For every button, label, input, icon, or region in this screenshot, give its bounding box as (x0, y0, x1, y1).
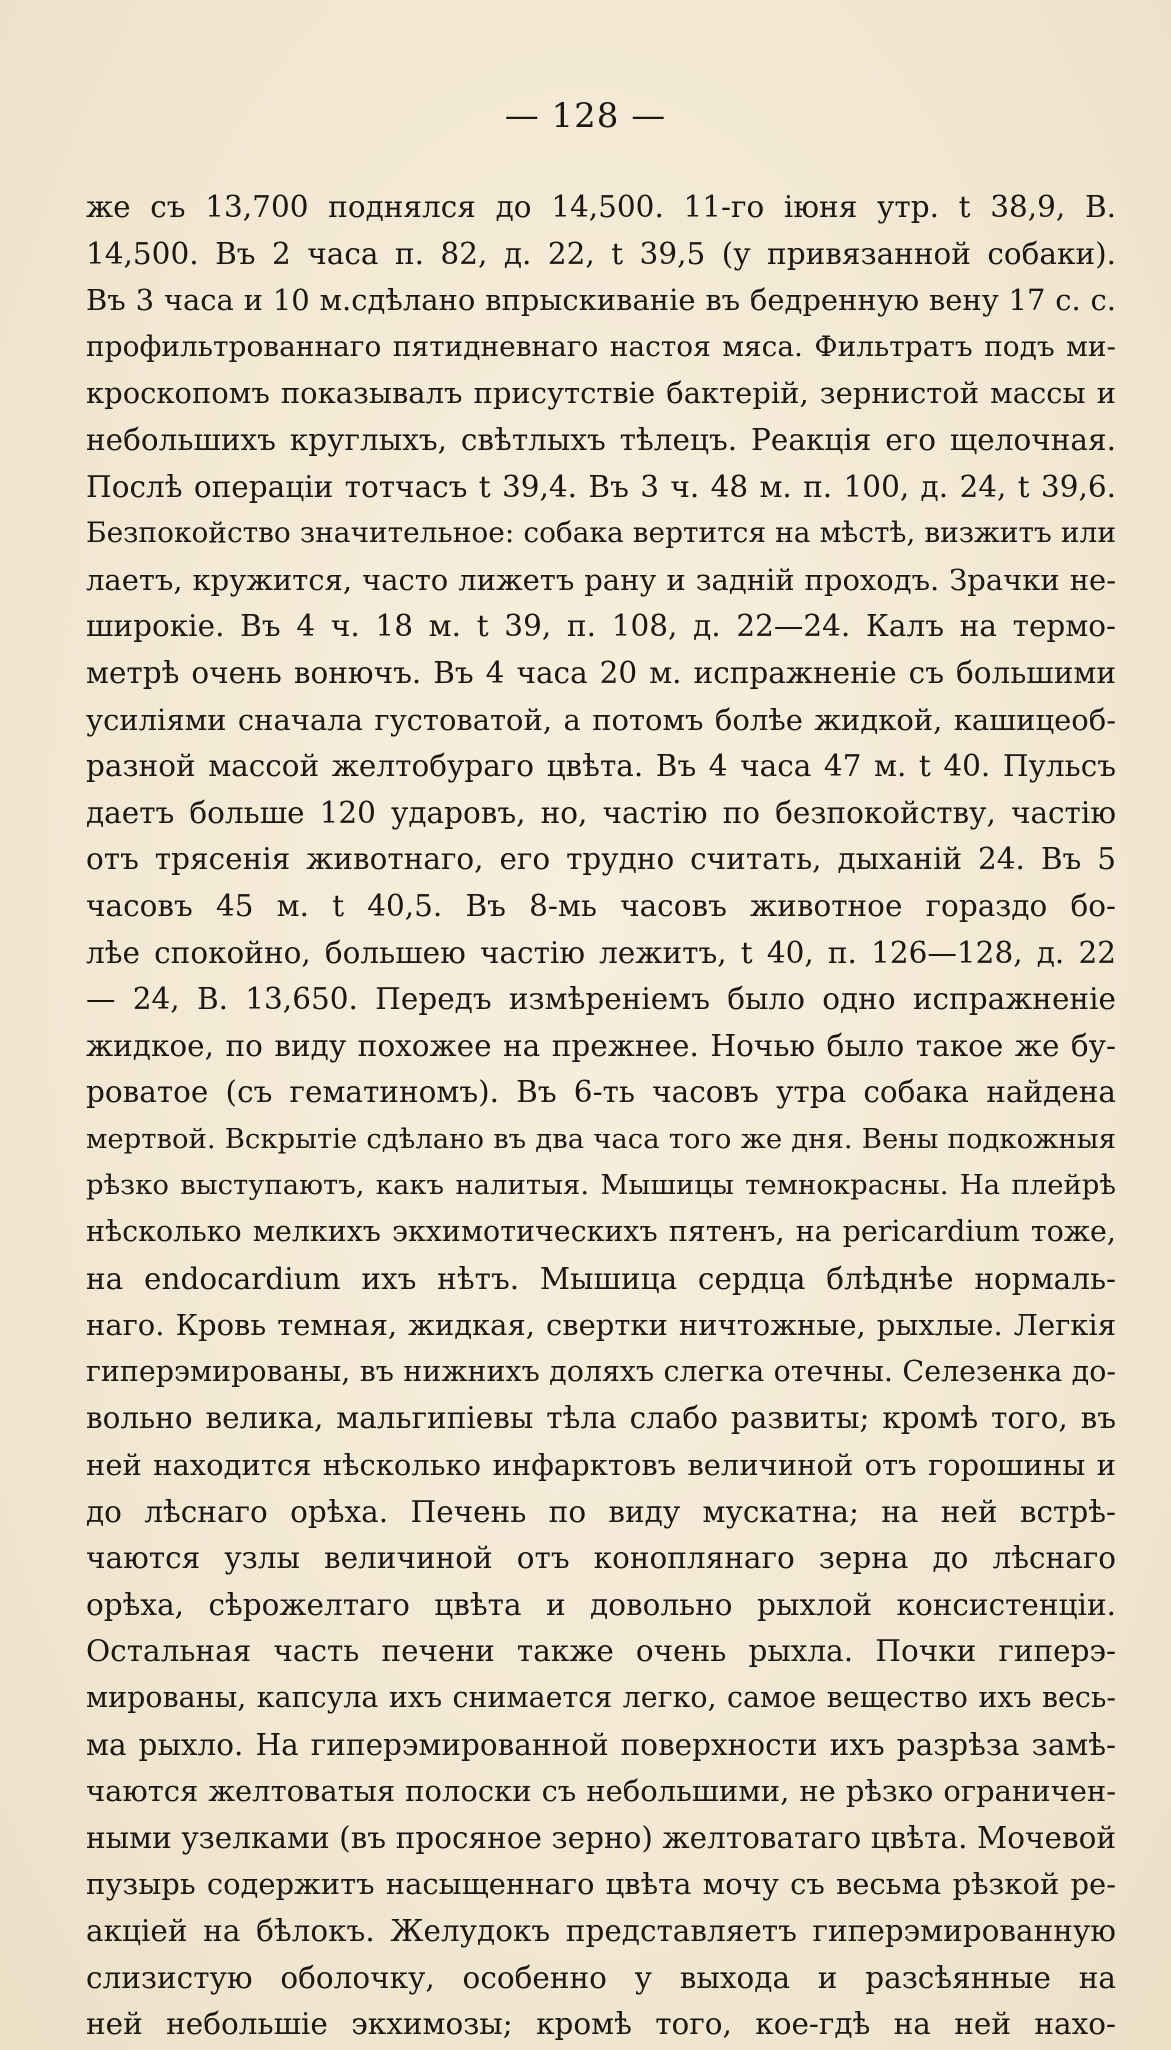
text-line: ней находится нѣсколько инфарктовъ величиной отъ горошины и (86, 1448, 1116, 1483)
text-line: профильтрованнаго пятидневнаго настоя мяса. Фильтратъ подъ ми- (86, 329, 1116, 363)
text-line: Остальная часть печени также очень рыхла. Почки гиперэ- (86, 1634, 1116, 1669)
text-line: гиперэмированы, въ нижнихъ доляхъ слегка отечны. Селезенка до- (86, 1354, 1116, 1388)
text-line: метрѣ очень вонючъ. Въ 4 часа 20 м. испражненіе съ большими (86, 655, 1116, 690)
text-line: пузырь содержитъ насыщеннаго цвѣта мочу съ весьма рѣзкой ре- (86, 1867, 1116, 1902)
text-line: же съ 13,700 поднялся до 14,500. 11-го іюня утр. t 38,9, В. (86, 190, 1116, 224)
text-line: мертвой. Вскрытіе сдѣлано въ два часа того же дня. Вены подкожныя (86, 1122, 1116, 1155)
text-line: кроскопомъ показывалъ присутствіе бактерій, зернистой массы и (86, 376, 1116, 411)
text-line: акціей на бѣлокъ. Желудокъ представляетъ гиперэмированную (86, 1913, 1116, 1948)
text-line: наго. Кровь темная, жидкая, свертки ничтожные, рыхлые. Легкія (86, 1308, 1116, 1343)
text-line: мированы, капсула ихъ снимается легко, самое вещество ихъ весь- (86, 1681, 1116, 1714)
text-line: ными узелками (въ просяное зерно) желтоватаго цвѣта. Мочевой (86, 1820, 1116, 1855)
text-line: слизистую оболочку, особенно у выхода и разсѣянные на (86, 1960, 1116, 1995)
page-number: — 128 — (504, 96, 667, 136)
text-line: Въ 3 часа и 10 м.сдѣлано впрыскиваніе въ бедренную вену 17 с. с. (86, 283, 1116, 318)
text-line: чаются желтоватыя полоски съ небольшими, не рѣзко ограничен- (86, 1774, 1116, 1809)
text-line: небольшихъ круглыхъ, свѣтлыхъ тѣлецъ. Реакція его щелочная. (86, 422, 1116, 457)
text-line: роватое (съ гематиномъ). Въ 6-ть часовъ утра собака найдена (86, 1075, 1116, 1110)
text-line: орѣха, сѣрожелтаго цвѣта и довольно рыхлой консистенціи. (86, 1587, 1116, 1622)
text-line: — 24, В. 13,650. Передъ измѣреніемъ было одно испражненіе (86, 982, 1116, 1017)
text-line: 14,500. Въ 2 часа п. 82, д. 22, t 39,5 (у привязанной собаки). (86, 236, 1116, 271)
text-line: лаетъ, кружится, часто лижетъ рану и заднiй проходъ. Зрачки не- (86, 562, 1116, 597)
text-line: лѣе спокойно, большею частію лежитъ, t 40, п. 126—128, д. 22 (86, 935, 1116, 970)
text-line: на endocardium ихъ нѣтъ. Мышица сердца блѣднѣе нормаль- (86, 1261, 1116, 1296)
text-line: часовъ 45 м. t 40,5. Въ 8-мь часовъ животное гораздо бо- (86, 888, 1116, 923)
text-line: жидкое, по виду похожее на прежнее. Ночью было такое же бу- (86, 1028, 1116, 1063)
text-line: даетъ больше 120 ударовъ, но, частію по безпокойству, частію (86, 795, 1116, 830)
text-line: ней небольшіе экхимозы; кромѣ того, кое-гдѣ на ней нахо- (86, 2007, 1116, 2042)
text-line: до лѣснаго орѣха. Печень по виду мускатна; на ней встрѣ- (86, 1494, 1116, 1529)
body-text (86, 184, 1116, 2048)
text-line: ма рыхло. На гиперэмированной поверхности ихъ разрѣза замѣ- (86, 1727, 1116, 1762)
text-line: Послѣ операціи тотчасъ t 39,4. Въ 3 ч. 48 м. п. 100, д. 24, t 39,6. (86, 469, 1116, 504)
text-line: усиліями сначала густоватой, а потомъ болѣе жидкой, кашицеоб- (86, 702, 1116, 737)
text-line: чаются узлы величиной отъ коноплянаго зерна до лѣснаго (86, 1541, 1116, 1576)
text-line: рѣзко выступаютъ, какъ налитыя. Мышицы темнокрасны. На плейрѣ (86, 1169, 1116, 1202)
text-line: отъ трясенія животнаго, его трудно считать, дыханій 24. Въ 5 (86, 842, 1116, 877)
text-line: вольно велика, мальгипіевы тѣла слабо развиты; кромѣ того, въ (86, 1401, 1116, 1436)
text-line: широкіе. Въ 4 ч. 18 м. t 39, п. 108, д. 22—24. Калъ на термо- (86, 609, 1116, 644)
text-line: разной массой желтобураго цвѣта. Въ 4 часа 47 м. t 40. Пульсъ (86, 749, 1116, 784)
text-line: Безпокойство значительное: собака вертится на мѣстѣ, визжитъ или (86, 516, 1116, 550)
text-line: нѣсколько мелкихъ экхимотическихъ пятенъ, на pericardium тоже, (86, 1215, 1116, 1249)
